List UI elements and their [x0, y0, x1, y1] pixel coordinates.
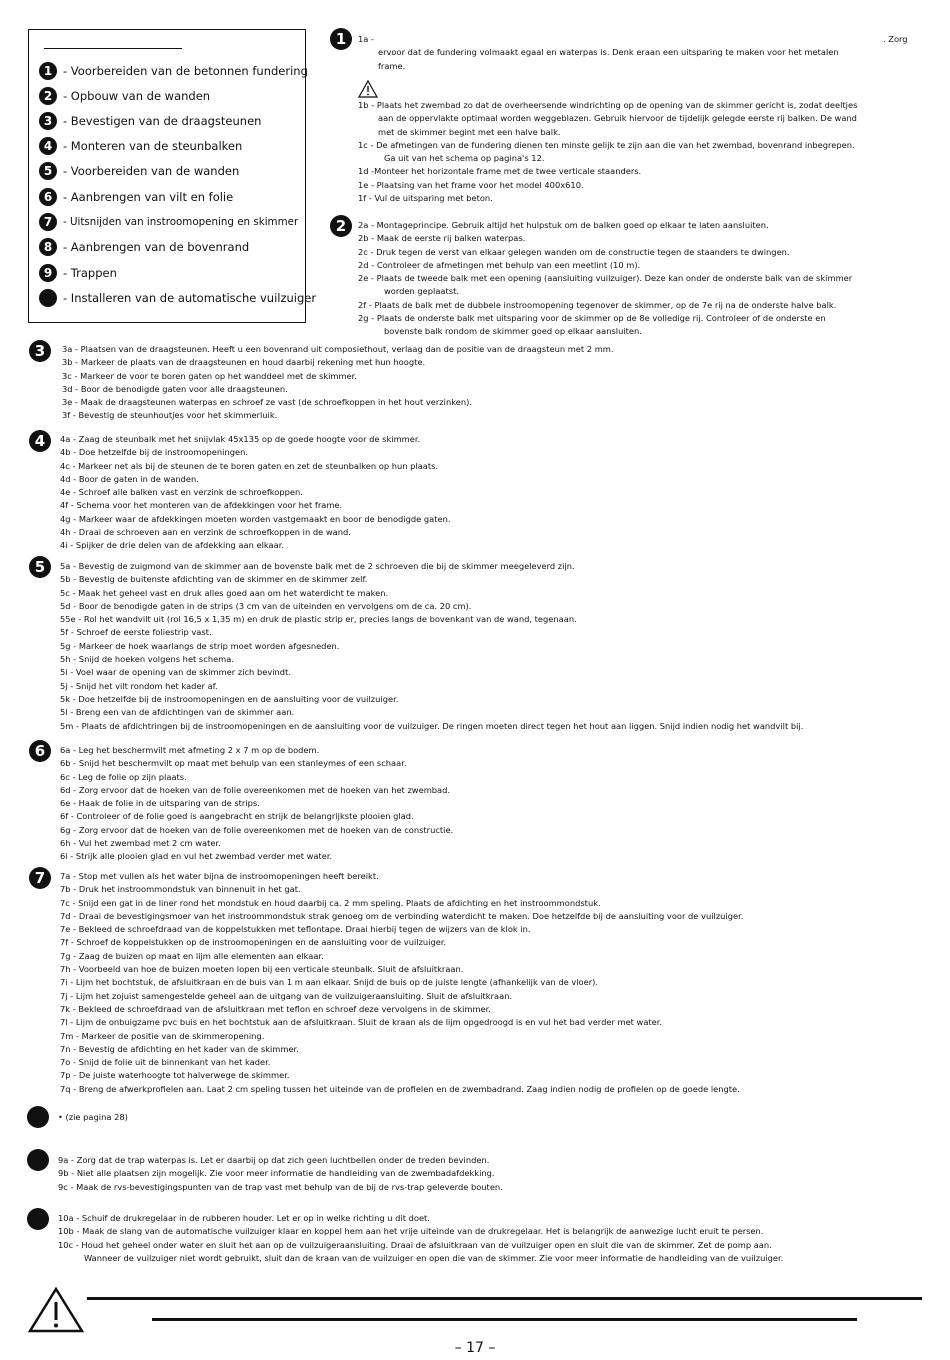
step-line: 6i - Strijk alle plooien glad en vul het zwembad verder met water. — [60, 851, 333, 862]
step-number-badge: 2 — [39, 87, 57, 105]
step-line: 1f - Vul de uitsparing met beton. — [358, 193, 493, 204]
step-line: 7f - Schroef de koppelstukken op de instroomopeningen en de aansluiting voor de vuilzuiger. — [60, 937, 447, 948]
step-line: 3d - Boor de benodigde gaten voor alle draagsteunen. — [62, 383, 288, 394]
step-line: • (zie pagina 28) — [58, 1112, 128, 1122]
step-line: 5l - Breng een van de afdichtingen van de skimmer aan. — [60, 707, 295, 718]
step-line: 3e - Maak de draagsteunen waterpas en schroef ze vast (de schroefkoppen in het hout verzinken). — [62, 397, 472, 408]
toc-item-8 — [39, 236, 249, 258]
step-line: 7e - Bekleed de schroefdraad van de koppelstukken met teflontape. Draai hierbij tegen de wijzers van de klok in. — [60, 924, 531, 935]
section-2-text — [358, 219, 852, 339]
step-line: 7n - Bevestig de afdichting en het kader van de skimmer. — [60, 1043, 299, 1054]
step-line: 6e - Haak de folie in de uitsparing van de strips. — [60, 798, 260, 809]
step-line: 9a - Zorg dat de trap waterpas is. Let er daarbij op dat zich geen luchtbellen onder de treden bevinden. — [58, 1155, 490, 1165]
step-number-badge: 6 — [39, 188, 57, 206]
toc-item-2 — [39, 85, 210, 107]
step-number-badge: 1 — [39, 62, 57, 80]
step-line: 3f - Bevestig de steunhoutjes voor het skimmerluik. — [62, 410, 278, 421]
section-3-badge: 3 — [29, 340, 51, 362]
step-line: 5g - Markeer de hoek waarlangs de strip moet worden afgesneden. — [60, 640, 340, 651]
footer-rule-bottom — [152, 1318, 857, 1321]
step-line: 4f - Schema voor het monteren van de afdekkingen voor het frame. — [60, 500, 343, 511]
step-number-badge: 5 — [39, 162, 57, 180]
toc-item-3 — [39, 110, 261, 132]
step-line: 7m - Markeer de positie van de skimmeropening. — [60, 1030, 265, 1041]
step-line: frame. — [378, 60, 406, 71]
step-line: 5b - Bevestig de buitenste afdichting van de skimmer en de skimmer zelf. — [60, 574, 368, 585]
step-line: 2a - Montageprincipe. Gebruik altijd het hulpstuk om de balken goed op elkaar te laten aansluiten. — [358, 220, 769, 230]
step-line: 7o - Snijd de folie uit de binnenkant van het kader. — [60, 1057, 271, 1068]
toc-item-label: - Voorbereiden van de betonnen fundering — [63, 64, 308, 78]
step-line: 4a - Zaag de steunbalk met het snijvlak 45x135 op de goede hoogte voor de skimmer. — [60, 434, 421, 444]
step-line: 2g - Plaats de onderste balk met uitsparing voor de skimmer op de 8e volledige rij. Controleer of de onderste en — [358, 313, 826, 324]
step-number-badge: 3 — [39, 112, 57, 130]
section-8-badge — [27, 1106, 49, 1128]
step-line: 2f - Plaats de balk met de dubbele instroomopening tegenover de skimmer, op de 7e rij na de onderste halve balk. — [358, 299, 837, 310]
step-line: 1d -Monteer het horizontale frame met de twee verticale staanders. — [358, 166, 642, 177]
step-line: 4g - Markeer waar de afdekkingen moeten worden vastgemaakt en boor de benodigde gaten. — [60, 513, 451, 524]
step-line: 7p - De juiste waterhoogte tot halverwege de skimmer. — [60, 1070, 290, 1081]
step-line: 7a - Stop met vullen als het water bijna de instroomopeningen heeft bereikt. — [60, 871, 379, 881]
step-line: 10b - Maak de slang van de automatische vuilzuiger klaar en koppel hem aan het vrije uiteinde van de drukregelaar. Het is belangrijk de aanwezige lucht eruit te persen. — [58, 1226, 764, 1237]
section-7-text — [60, 870, 743, 1096]
step-line: 7g - Zaag de buizen op maat en lijm alle elementen aan elkaar. — [60, 950, 324, 961]
step-line: 2e - Plaats de tweede balk met een opening (aansluiting vuilzuiger). Deze kan onder de onderste balk van de skimmer — [358, 273, 853, 284]
warning-triangle-icon — [358, 80, 378, 98]
section-9-badge — [27, 1149, 49, 1171]
step-line: 1c - De afmetingen van de fundering dienen ten minste gelijk te zijn aan die van het zwembad, bovenrand inbegrepen. — [358, 139, 855, 150]
step-line: 6b - Snijd het beschermvilt op maat met behulp van een stanleymes of een schaar. — [60, 758, 407, 769]
step-line: 10c - Houd het geheel onder water en sluit het aan op de vuilzuigeraansluiting. Draai de afsluitkraan van de vuilzuiger open en sluit die van de skimmer. Zet de pomp aan. — [58, 1239, 772, 1250]
step-line: 7q - Breng de afwerkprofielen aan. Laat 2 cm speling tussen het uiteinde van de profielen en de zwembadrand. Zaag indien nodig de profielen op de goede lengte. — [60, 1083, 740, 1094]
step-line: 10a - Schuif de drukregelaar in de rubberen houder. Let er op in welke richting u dit doet. — [58, 1213, 430, 1223]
step-line: 3c - Markeer de voor te boren gaten op het wanddeel met de skimmer. — [62, 370, 357, 381]
toc-item-label: - Trappen — [63, 266, 117, 280]
section-1-steps — [358, 99, 857, 205]
toc-item-1 — [39, 60, 308, 82]
section-9-text — [58, 1154, 503, 1194]
section-1-text — [358, 33, 908, 73]
step-line: 6d - Zorg ervoor dat de hoeken van de folie overeenkomen met de hoeken van het zwembad. — [60, 784, 451, 795]
step-line: worden geplaatst. — [384, 286, 459, 297]
section-10-text — [58, 1212, 783, 1265]
step-line: 4b - Doe hetzelfde bij de instroomopeningen. — [60, 447, 248, 458]
step-line: 5c - Maak het geheel vast en druk alles goed aan om het waterdicht te maken. — [60, 587, 389, 598]
step-1a-end: . Zorg — [883, 34, 908, 44]
step-line: 7b - Druk het instroommondstuk van binnenuit in het gat. — [60, 884, 301, 895]
step-line: aan de oppervlakte optimaal worden weggeblazen. Gebruik hiervoor de tijdelijk gelegde eerste rij balken. De wand — [378, 113, 857, 124]
step-line: 4e - Schroef alle balken vast en verzink de schroefkoppen. — [60, 487, 303, 498]
section-7-badge: 7 — [29, 867, 51, 889]
step-line: 5m - Plaats de afdichtringen bij de instroomopeningen en de aansluiting voor de vuilzuiger. De ringen moeten direct tegen het hout aan liggen. Snijd indien nodig het wandvilt bij. — [60, 720, 804, 731]
step-line: 2c - Druk tegen de verst van elkaar gelegen wanden om de constructie tegen de staanders te dwingen. — [358, 246, 790, 257]
step-line: 7h - Voorbeeld van hoe de buizen moeten lopen bij een verticale steunbalk. Sluit de afsluitkraan. — [60, 964, 464, 975]
step-line: 7j - Lijm het zojuist samengestelde geheel aan de uitgang van de vuilzuigeraansluiting. Sluit de afsluitkraan. — [60, 990, 513, 1001]
section-10-badge — [27, 1208, 49, 1230]
step-line: 1b - Plaats het zwembad zo dat de overheersende windrichting op de opening van de skimmer gericht is, zodat deeltjes — [358, 100, 858, 110]
step-number-badge: 8 — [39, 238, 57, 256]
step-line — [358, 33, 908, 46]
step-line: bovenste balk rondom de skimmer goed op elkaar aansluiten. — [384, 326, 642, 337]
step-line: 7l - Lijm de onbuigzame pvc buis en het bochtstuk aan de afsluitkraan. Sluit de kraan als de lijm opgedroogd is en vul het bad verder met water. — [60, 1017, 663, 1028]
step-line: 3b - Markeer de plaats van de draagsteunen en houd daarbij rekening met hun hoogte. — [62, 357, 426, 368]
section-4-text — [60, 433, 451, 553]
step-line: 6f - Controleer of de folie goed is aangebracht en strijk de belangrijkste plooien glad. — [60, 811, 414, 822]
section-6-badge: 6 — [29, 740, 51, 762]
section-2-badge: 2 — [330, 215, 352, 237]
toc-item-label: - Bevestigen van de draagsteunen — [63, 114, 262, 128]
toc-item-5 — [39, 160, 239, 182]
step-line: 6h - Vul het zwembad met 2 cm water. — [60, 838, 221, 849]
step-line: 7k - Bekleed de schroefdraad van de afsluitkraan met teflon en schroef deze vervolgens in de skimmer. — [60, 1003, 491, 1014]
toc-item-label: - Aanbrengen van vilt en folie — [63, 190, 234, 204]
section-1-badge: 1 — [330, 28, 352, 50]
step-line: 5f - Schroef de eerste foliestrip vast. — [60, 627, 212, 638]
step-line: 4h - Draai de schroeven aan en verzink de schroefkoppen in de wand. — [60, 527, 351, 538]
step-line: 4c - Markeer net als bij de steunen de te boren gaten en zet de steunbalken op hun plaats. — [60, 460, 439, 471]
step-number-badge: 9 — [39, 264, 57, 282]
step-line: 5d - Boor de benodigde gaten in de strips (3 cm van de uiteinden en vervolgens om de ca. 20 cm). — [60, 600, 472, 611]
step-line: 9b - Niet alle plaatsen zijn mogelijk. Zie voor meer informatie de handleiding van de zwembadafdekking. — [58, 1168, 495, 1179]
step-line: 5h - Snijd de hoeken volgens het schema. — [60, 654, 234, 665]
contents-title-rule — [44, 48, 182, 49]
step-line: met de skimmer begint met een halve balk. — [378, 126, 561, 137]
section-4-badge: 4 — [29, 430, 51, 452]
step-number-badge — [39, 289, 57, 307]
step-line: 5i - Voel waar de opening van de skimmer zich bevindt. — [60, 667, 291, 678]
toc-item-6 — [39, 186, 233, 208]
step-number-badge: 4 — [39, 137, 57, 155]
toc-item-9 — [39, 262, 117, 284]
step-line: 5a - Bevestig de zuigmond van de skimmer aan de bovenste balk met de 2 schroeven die bij de skimmer meegeleverd zijn. — [60, 561, 575, 571]
page-number: – 17 – — [454, 1340, 496, 1356]
step-line: 6g - Zorg ervoor dat de hoeken van de folie overeenkomen met de hoeken van de constructie. — [60, 824, 454, 835]
toc-item-label: - Opbouw van de wanden — [63, 89, 211, 103]
section-3-text — [62, 343, 614, 423]
step-line: 6c - Leg de folie op zijn plaats. — [60, 771, 187, 782]
toc-item-label: - Uitsnijden van instroomopening en skimmer — [63, 216, 299, 228]
toc-item-label: - Voorbereiden van de wanden — [63, 164, 240, 178]
step-line: 55e - Rol het wandvilt uit (rol 16,5 x 1,35 m) en druk de plastic strip er, precies langs de bovenkant van de wand, tegenaan. — [60, 614, 577, 625]
step-line: 4i - Spijker de drie delen van de afdekking aan elkaar. — [60, 540, 285, 551]
toc-item-label: - Monteren van de steunbalken — [63, 139, 243, 153]
warning-triangle-icon — [28, 1287, 84, 1333]
footer-rule-top — [87, 1297, 922, 1300]
step-number-badge: 7 — [39, 213, 57, 231]
toc-item-7 — [39, 211, 298, 233]
step-line: 4d - Boor de gaten in de wanden. — [60, 473, 199, 484]
step-line: 3a - Plaatsen van de draagsteunen. Heeft u een bovenrand uit composiethout, verlaag dan de positie van de draagsteun met 2 mm. — [62, 344, 614, 354]
contents-box — [28, 29, 317, 323]
step-line: 7d - Draai de bevestigingsmoer van het instroommondstuk strak genoeg om de verbinding waterdicht te maken. Doe hetzelfde bij de aansluiting voor de vuilzuiger. — [60, 910, 744, 921]
step-line: 5k - Doe hetzelfde bij de instroomopeningen en de aansluiting voor de vuilzuiger. — [60, 693, 399, 704]
section-5-badge: 5 — [29, 556, 51, 578]
section-6-text — [60, 744, 453, 864]
step-1a-label: 1a - — [358, 34, 374, 44]
step-line: Wanneer de vuilzuiger niet wordt gebruikt, sluit dan de kraan van de vuilzuiger en open die van de skimmer. Zie voor meer informatie de handleiding van de vuilzuiger. — [84, 1252, 784, 1263]
section-8-text — [58, 1111, 128, 1124]
toc-item-10 — [39, 287, 316, 309]
step-line: 9c - Maak de rvs-bevestigingspunten van de trap vast met behulp van de bij de rvs-trap geleverde bouten. — [58, 1181, 503, 1192]
step-line: 7i - Lijm het bochtstuk, de afsluitkraan en de buis van 1 m aan elkaar. Snijd de buis op de juiste lengte (afhankelijk van de vloer). — [60, 977, 599, 988]
toc-item-label: - Aanbrengen van de bovenrand — [63, 240, 250, 254]
toc-item-4 — [39, 135, 242, 157]
section-5-text — [60, 560, 803, 733]
toc-item-label: - Installeren van de automatische vuilzuiger — [63, 291, 317, 305]
step-line: 5j - Snijd het vilt rondom het kader af. — [60, 680, 218, 691]
step-line: 7c - Snijd een gat in de liner rond het mondstuk en houd daarbij ca. 2 mm speling. Plaats de afdichting en het instroommondstuk. — [60, 897, 601, 908]
step-line: Ga uit van het schema op pagina's 12. — [384, 153, 545, 164]
step-line: 2d - Controleer de afmetingen met behulp van een meetlint (10 m). — [358, 259, 641, 270]
step-line: ervoor dat de fundering volmaakt egaal en waterpas is. Denk eraan een uitsparing te maken voor het metalen — [378, 47, 839, 58]
step-line: 1e - Plaatsing van het frame voor het model 400x610. — [358, 179, 584, 190]
step-line: 2b - Maak de eerste rij balken waterpas. — [358, 233, 526, 244]
step-line: 6a - Leg het beschermvilt met afmeting 2 x 7 m op de bodem. — [60, 745, 320, 755]
